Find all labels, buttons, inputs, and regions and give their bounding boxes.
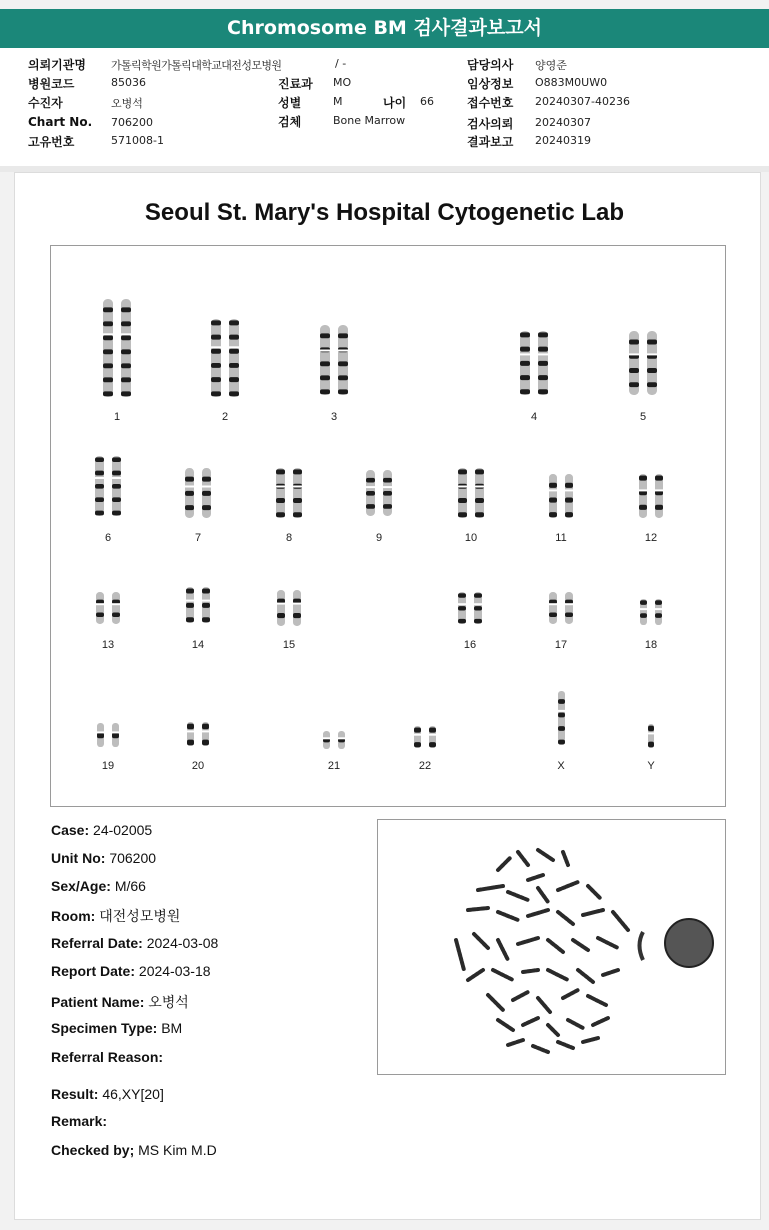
institution-slash: / - xyxy=(335,57,347,70)
metaphase-chromosome xyxy=(588,886,600,898)
chromosome-13 xyxy=(94,590,122,626)
chromosome-9 xyxy=(364,468,394,518)
chromosome-label-14: 14 xyxy=(191,639,205,651)
report-date-value: 2024-03-18 xyxy=(138,963,211,979)
case-line xyxy=(51,822,152,838)
report-date-line xyxy=(51,963,211,979)
chromosome-label-y: Y xyxy=(647,760,655,772)
institution-value: 가톨릭학원가톨릭대학교대전성모병원 xyxy=(111,59,282,72)
chromosome-label-18: 18 xyxy=(644,639,658,651)
metaphase-chromosome xyxy=(498,940,508,960)
metaphase-chromosome xyxy=(493,970,513,980)
metaphase-chromosome xyxy=(456,940,464,970)
chromosome-label-5: 5 xyxy=(639,411,647,423)
unique-id-value: 571008-1 xyxy=(111,134,164,147)
doctor-label: 담당의사 xyxy=(467,58,514,72)
metaphase-chromosome xyxy=(538,850,553,860)
report-title-bar: Chromosome BM 검사결과보고서 xyxy=(0,9,769,48)
metaphase-chromosome xyxy=(523,1018,538,1025)
metaphase-chromosome xyxy=(558,912,573,924)
chromosome-3 xyxy=(318,323,350,397)
metaphase-chromosome xyxy=(538,998,550,1012)
chromosome-label-19: 19 xyxy=(101,760,115,772)
chromosome-18 xyxy=(638,597,664,627)
sexage-value: M/66 xyxy=(114,878,146,894)
result-value: 46,XY[20] xyxy=(102,1086,164,1102)
specimen-type-line xyxy=(51,1020,182,1036)
stray-chromosome xyxy=(640,932,644,960)
chromosome-label-17: 17 xyxy=(554,639,568,651)
metaphase-chromosome xyxy=(548,970,568,980)
metaphase-chromosome xyxy=(613,912,628,930)
chromosome-8 xyxy=(274,466,304,520)
patient-name-line xyxy=(51,992,189,1012)
checked-line xyxy=(51,1142,217,1158)
referral-date-label: Referral Date: xyxy=(51,935,143,951)
sexage-label: Sex/Age: xyxy=(51,878,111,894)
lab-title: Seoul St. Mary's Hospital Cytogenetic Lab xyxy=(144,199,625,226)
metaphase-chromosome xyxy=(603,970,618,975)
sexage-line xyxy=(51,878,146,894)
referral-date-value: 2024-03-08 xyxy=(146,935,219,951)
metaphase-chromosome xyxy=(468,970,483,980)
chromosome-label-21: 21 xyxy=(327,760,341,772)
metaphase-chromosome xyxy=(528,875,543,880)
chromosome-10 xyxy=(456,466,486,520)
request-date-label: 검사의뢰 xyxy=(467,117,514,131)
room-label: Room: xyxy=(51,908,96,924)
patient-value: 오병석 xyxy=(111,97,143,110)
sex-label: 성별 xyxy=(278,96,302,110)
chromosome-label-1: 1 xyxy=(113,411,121,423)
metaphase-chromosome xyxy=(478,886,503,890)
chromosome-label-13: 13 xyxy=(101,639,115,651)
metaphase-chromosome xyxy=(578,970,593,982)
chromosome-label-15: 15 xyxy=(282,639,296,651)
checked-value: MS Kim M.D xyxy=(138,1142,217,1158)
metaphase-chromosome xyxy=(498,912,518,920)
patient-name-value: 오병석 xyxy=(148,994,189,1010)
chromosome-label-7: 7 xyxy=(194,532,202,544)
specimen-type-value: BM xyxy=(161,1020,183,1036)
hospital-code-label: 병원코드 xyxy=(28,77,75,91)
metaphase-chromosome xyxy=(558,882,578,890)
chromosome-22 xyxy=(412,724,438,750)
chromosome-label-10: 10 xyxy=(464,532,478,544)
metaphase-chromosome xyxy=(518,938,538,944)
chromosome-label-4: 4 xyxy=(530,411,538,423)
specimen-value: Bone Marrow xyxy=(333,114,406,127)
chromosome-label-6: 6 xyxy=(104,532,112,544)
metaphase-chromosome xyxy=(518,852,528,865)
chromosome-label-20: 20 xyxy=(191,760,205,772)
metaphase-chromosome xyxy=(563,990,578,998)
metaphase-chromosome xyxy=(593,1018,608,1025)
metaphase-chromosome xyxy=(563,852,568,865)
metaphase-chromosome xyxy=(548,1025,558,1035)
doctor-value: 양영준 xyxy=(535,59,567,72)
chromosome-19 xyxy=(95,721,121,749)
metaphase-chromosome xyxy=(538,888,548,902)
metaphase-chromosome xyxy=(558,1042,573,1048)
chromosome-label-3: 3 xyxy=(330,411,338,423)
metaphase-chromosome xyxy=(513,992,528,1000)
metaphase-spread-graphic xyxy=(378,820,725,1074)
hospital-code-value: 85036 xyxy=(111,76,146,89)
report-date-label: Report Date: xyxy=(51,963,136,979)
metaphase-chromosome xyxy=(583,1038,598,1042)
dept-value: MO xyxy=(333,76,352,89)
chromosome-label-8: 8 xyxy=(285,532,293,544)
chromosome-label-9: 9 xyxy=(375,532,383,544)
metaphase-chromosome xyxy=(468,908,488,910)
unit-line xyxy=(51,850,156,866)
metaphase-chromosome xyxy=(528,910,548,916)
receipt-no-value: 20240307-40236 xyxy=(535,95,630,108)
result-label: Result: xyxy=(51,1086,99,1102)
age-value: 66 xyxy=(420,95,434,108)
patient-name-label: Patient Name: xyxy=(51,994,145,1010)
dept-label: 진료과 xyxy=(278,77,313,91)
chromosome-label-2: 2 xyxy=(221,411,229,423)
room-line xyxy=(51,906,180,926)
chromosome-6 xyxy=(93,454,123,518)
chromosome-21 xyxy=(321,729,347,751)
metaphase-chromosome xyxy=(523,970,538,972)
checked-label: Checked by; xyxy=(51,1142,135,1158)
case-value: 24-02005 xyxy=(93,822,153,838)
chromosome-7 xyxy=(183,466,213,520)
chromosome-11 xyxy=(547,472,575,520)
unique-id-label: 고유번호 xyxy=(28,135,75,149)
institution-label: 의뢰기관명 xyxy=(28,58,86,72)
chromosome-1 xyxy=(101,297,133,399)
chromosome-14 xyxy=(184,585,212,625)
patient-label: 수진자 xyxy=(28,96,63,110)
referral-reason-label: Referral Reason: xyxy=(51,1049,164,1065)
metaphase-chromosome xyxy=(498,1020,513,1030)
result-date-value: 20240319 xyxy=(535,134,591,147)
metaphase-chromosome xyxy=(568,1020,583,1028)
metaphase-chromosome xyxy=(548,940,563,952)
metaphase-chromosome xyxy=(498,858,510,870)
metaphase-image xyxy=(377,819,726,1075)
chromosome-5 xyxy=(627,329,659,397)
unit-label: Unit No: xyxy=(51,850,106,866)
clinical-info-label: 임상정보 xyxy=(467,77,514,91)
metaphase-chromosome xyxy=(488,995,503,1010)
chromosome-label-16: 16 xyxy=(463,639,477,651)
chromosome-y xyxy=(645,722,657,750)
metaphase-chromosome xyxy=(588,996,606,1005)
chromosome-20 xyxy=(185,720,211,748)
chart-label: Chart No. xyxy=(28,115,93,129)
age-label: 나이 xyxy=(383,96,407,110)
receipt-no-label: 접수번호 xyxy=(467,96,514,110)
chromosome-label-22: 22 xyxy=(418,760,432,772)
chromosome-17 xyxy=(547,590,575,626)
referral-date-line xyxy=(51,935,218,951)
chromosome-label-x: X xyxy=(557,760,565,772)
specimen-label: 검체 xyxy=(278,115,302,129)
chromosome-label-11: 11 xyxy=(555,532,567,544)
metaphase-chromosome xyxy=(474,934,488,948)
request-date-value: 20240307 xyxy=(535,116,591,129)
remark-label: Remark: xyxy=(51,1113,108,1129)
chart-value: 706200 xyxy=(111,116,153,129)
result-date-label: 결과보고 xyxy=(467,135,514,149)
metaphase-chromosome xyxy=(583,910,603,915)
chromosome-4 xyxy=(518,329,550,397)
chromosome-16 xyxy=(456,590,484,626)
chromosome-label-12: 12 xyxy=(644,532,658,544)
clinical-info-value: O883M0UW0 xyxy=(535,76,608,89)
unit-value: 706200 xyxy=(109,850,157,866)
remark-line xyxy=(51,1113,107,1129)
chromosome-x xyxy=(555,689,568,747)
karyogram-panel xyxy=(50,245,726,807)
patient-header xyxy=(0,48,769,166)
metaphase-chromosome xyxy=(533,1046,548,1052)
metaphase-chromosome xyxy=(598,938,618,948)
referral-reason-line xyxy=(51,1049,163,1065)
metaphase-chromosome xyxy=(573,940,588,950)
metaphase-chromosome xyxy=(508,892,528,900)
chromosome-15 xyxy=(275,588,303,628)
specimen-type-label: Specimen Type: xyxy=(51,1020,158,1036)
metaphase-chromosome xyxy=(508,1040,523,1045)
result-line xyxy=(51,1086,164,1102)
sex-value: M xyxy=(333,95,343,108)
chromosome-12 xyxy=(637,472,665,520)
chromosome-2 xyxy=(209,317,241,399)
room-value: 대전성모병원 xyxy=(99,908,181,924)
case-label: Case: xyxy=(51,822,90,838)
